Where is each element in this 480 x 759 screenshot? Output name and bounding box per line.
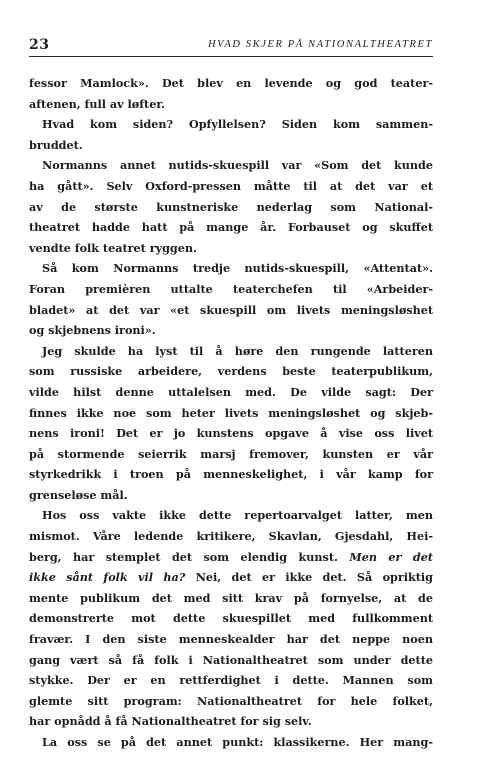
text-line: Foran premièren uttalte teaterchefen til «Arbeider- bbox=[29, 281, 433, 296]
text-line: Hvad kom siden? Opfyllelsen? Siden kom sammen- bbox=[42, 117, 433, 132]
text-run: Nei, det er ikke det. Så opriktig bbox=[195, 570, 433, 585]
text-line: grenseløse mål. bbox=[29, 487, 128, 502]
text-line: fessor Mamlock». Det blev en levende og god teater- bbox=[29, 76, 433, 90]
text-line: bruddet. bbox=[29, 137, 83, 152]
text-line: aftenen, full av løfter. bbox=[29, 96, 166, 111]
text-line: Jeg skulde ha lyst til å høre den rungende latteren bbox=[42, 343, 433, 358]
text-line: mismot. Våre ledende kritikere, Skavlan, Gjesdahl, Hei- bbox=[29, 529, 433, 544]
book-page bbox=[29, 36, 433, 753]
text-line: av de største kunstneriske nederlag som National- bbox=[29, 199, 433, 214]
running-title: HVAD SKJER PÅ NATIONALTHEATRET bbox=[207, 39, 433, 50]
text-line: Så kom Normanns tredje nutids-skuespill, «Attentat». bbox=[42, 261, 433, 276]
italic-phrase: ikke sånt folk vil ha? bbox=[29, 570, 186, 585]
text-line: ha gått». Selv Oxford-pressen måtte til at det var et bbox=[29, 178, 433, 193]
italic-phrase: Men er det bbox=[349, 549, 433, 564]
text-line: demonstrerte mot dette skuespillet med fullkomment bbox=[29, 611, 433, 626]
page-number: 23 bbox=[29, 37, 50, 53]
text-line: stykke. Der er en rettferdighet i dette. Mannen som bbox=[29, 673, 433, 688]
text-line: styrkedrikk i troen på menneskelighet, i vår kamp for bbox=[29, 467, 433, 482]
text-line: og skjebnens ironi». bbox=[29, 323, 156, 338]
running-head bbox=[29, 36, 433, 57]
text-line: finnes ikke noe som heter livets meningsløshet og skjeb- bbox=[29, 405, 433, 420]
text-line: Hos oss vakte ikke dette repertoarvalget latter, men bbox=[42, 508, 433, 523]
text-line: har opnådd å få Nationaltheatret for sig selv. bbox=[29, 714, 312, 729]
text-line-mixed bbox=[29, 547, 433, 568]
text-line: Normanns annet nutids-skuespill var «Som det kunde bbox=[42, 158, 433, 173]
text-line: fravær. I den siste menneskealder har det neppe noen bbox=[29, 632, 433, 647]
text-line: vendte folk teatret ryggen. bbox=[29, 240, 197, 255]
text-line: nens ironi! Det er jo kunstens opgave å vise oss livet bbox=[29, 426, 433, 441]
text-line: på stormende seierrik marsj fremover, kunsten er vår bbox=[29, 446, 433, 461]
text-line: mente publikum det med sitt krav på fornyelse, at de bbox=[29, 590, 433, 605]
text-line: La oss se på det annet punkt: klassikerne. Her mang- bbox=[42, 735, 433, 749]
text-run: berg, har stemplet det som elendig kunst. bbox=[29, 549, 338, 564]
text-line: bladet» at det var «et skuespill om livets meningsløshet bbox=[29, 302, 433, 317]
text-line: glemte sitt program: Nationaltheatret for hele folket, bbox=[29, 693, 433, 708]
text-line: theatret hadde hatt på mange år. Forbauset og skuffet bbox=[29, 220, 433, 235]
text-line: gang vært så få folk i Nationaltheatret som under dette bbox=[29, 652, 433, 667]
body-text bbox=[29, 73, 433, 753]
text-line: vilde hilst denne uttalelsen med. De vilde sagt: Der bbox=[29, 384, 433, 399]
text-line: som russiske arbeidere, verdens beste teaterpublikum, bbox=[29, 364, 433, 379]
text-line-mixed bbox=[29, 567, 433, 588]
